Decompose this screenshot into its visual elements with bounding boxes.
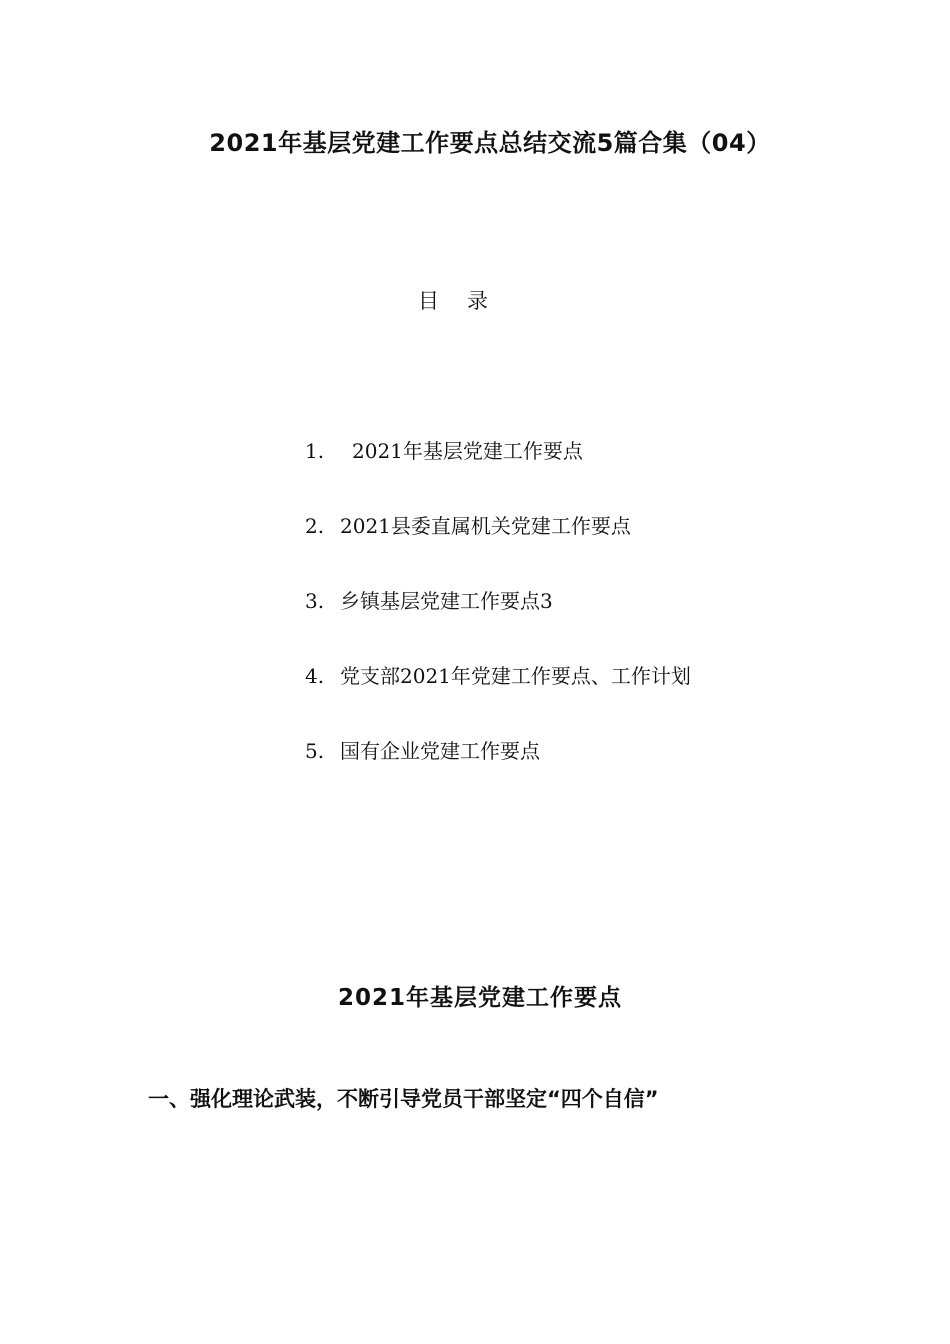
section-title: 2021年基层党建工作要点 <box>337 985 622 1011</box>
toc-item-number: 2. <box>305 514 325 538</box>
toc-item-text: 党支部2021年党建工作要点、工作计划 <box>340 664 691 688</box>
subsection-title: 一、强化理论武装，不断引导党员干部坚定“四个自信” <box>148 1087 659 1111</box>
toc-item-4 <box>305 661 691 736</box>
toc-item-number: 1. <box>305 439 325 463</box>
document-title: 2021年基层党建工作要点总结交流5篇合集（04） <box>209 129 771 157</box>
toc-item-2 <box>305 511 691 586</box>
table-of-contents <box>305 436 691 811</box>
toc-item-number: 5. <box>305 739 325 763</box>
toc-item-1 <box>305 436 691 511</box>
toc-item-number: 4. <box>305 664 325 688</box>
toc-item-5 <box>305 736 691 811</box>
toc-item-text: 2021县委直属机关党建工作要点 <box>340 514 631 538</box>
toc-item-3 <box>305 586 691 661</box>
toc-item-text: 2021年基层党建工作要点 <box>352 439 583 463</box>
toc-heading: 目录 <box>418 289 516 313</box>
toc-item-text: 乡镇基层党建工作要点3 <box>340 589 553 613</box>
toc-item-text: 国有企业党建工作要点 <box>340 739 540 763</box>
toc-item-number: 3. <box>305 589 325 613</box>
